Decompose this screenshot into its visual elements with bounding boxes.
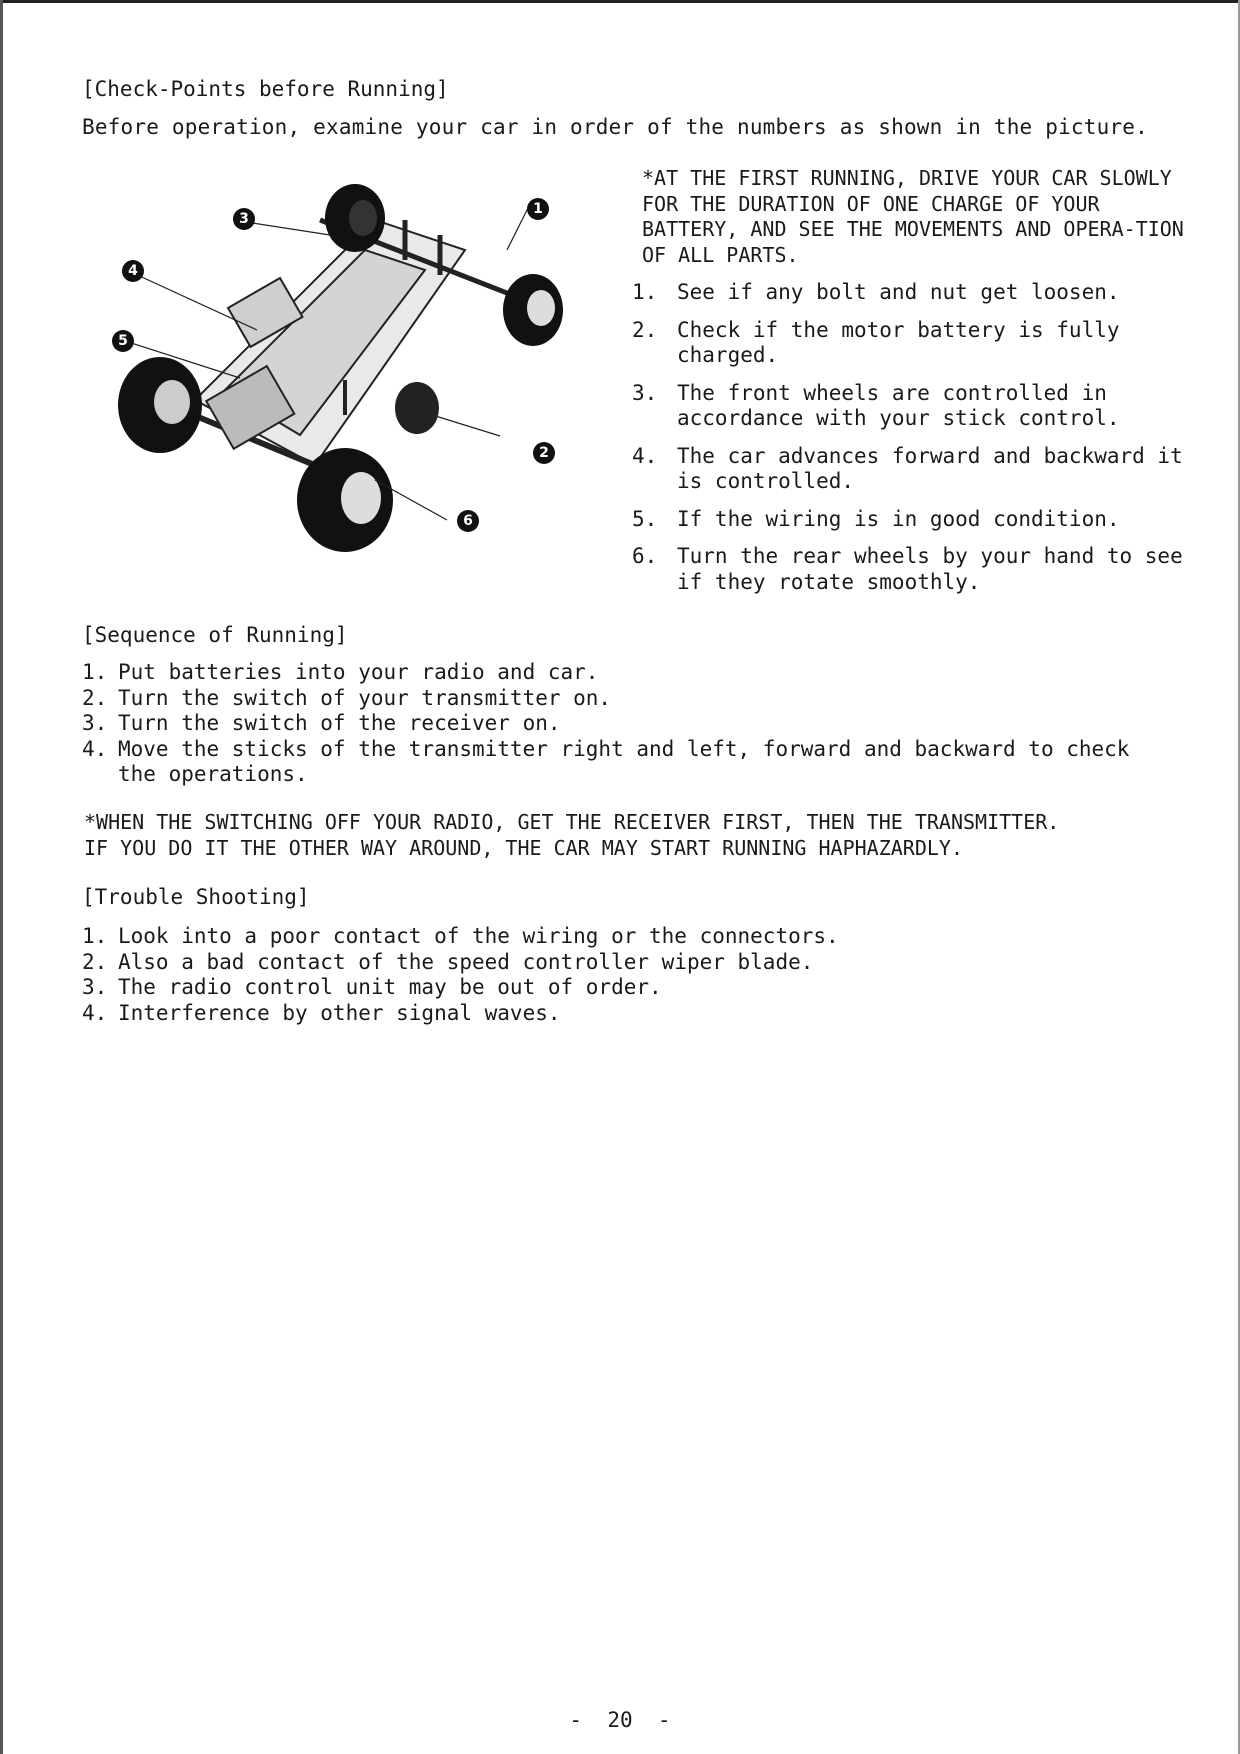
checkpoints-heading: [Check-Points before Running] (82, 77, 449, 101)
list-item: 4. Move the sticks of the transmitter right and left, forward and backward to check the operations. (82, 736, 1130, 786)
list-item: 3. Turn the switch of the receiver on. (82, 711, 561, 735)
list-item: 1. Put batteries into your radio and car. (82, 660, 599, 684)
list-item: 3. The front wheels are controlled in accordance with your stick control. (632, 380, 1120, 430)
list-item: 1. See if any bolt and nut get loosen. (632, 280, 1120, 304)
checkpoint-list (632, 280, 1192, 607)
callout-3: 3 (233, 208, 255, 230)
callout-1: 1 (527, 198, 549, 220)
list-item: 2. Also a bad contact of the speed controller wiper blade. (82, 949, 814, 974)
page-number: - 20 - (569, 1708, 671, 1732)
list-item: 1. Look into a poor contact of the wiring or the connectors. (82, 924, 839, 948)
list-item: 2. Turn the switch of your transmitter on. (82, 685, 612, 710)
list-item: 4. Interference by other signal waves. (82, 1000, 561, 1025)
sequence-list (82, 660, 1129, 788)
car-chassis-figure (105, 180, 585, 560)
callout-6: 6 (457, 510, 479, 532)
spur-gear (395, 382, 439, 434)
list-item: 6. Turn the rear wheels by your hand to see if they rotate smoothly. (632, 544, 1183, 594)
list-item: 3. The radio control unit may be out of order. (82, 975, 662, 999)
trouble-list (82, 924, 839, 1026)
list-item: 2. Check if the motor battery is fully charged. (632, 317, 1120, 367)
sequence-heading: [Sequence of Running] (82, 623, 348, 647)
car-chassis-drawing (105, 180, 585, 560)
callout-4: 4 (122, 260, 144, 282)
list-item: 5. If the wiring is in good condition. (632, 506, 1120, 531)
top-rule (0, 0, 1240, 3)
callout-5: 5 (112, 330, 134, 352)
left-scan-edge (0, 0, 3, 1754)
switch-off-warning: *WHEN THE SWITCHING OFF YOUR RADIO, GET THE RECEIVER FIRST, THEN THE TRANSMITTER. IF YOU DO IT THE OTHER WAY AROUND, THE CAR MAY START RUNNING HAPHAZARDLY. (84, 810, 1060, 860)
first-running-notice: *AT THE FIRST RUNNING, DRIVE YOUR CAR SLOWLY FOR THE DURATION OF ONE CHARGE OF YOUR BATTERY, AND SEE THE MOVEMENTS AND OPERA-TION OF ALL PARTS. (642, 166, 1184, 267)
trouble-heading: [Trouble Shooting] (82, 885, 310, 909)
checkpoints-intro: Before operation, examine your car in order of the numbers as shown in the picture. (82, 115, 1148, 139)
callout-2: 2 (533, 442, 555, 464)
list-item: 4. The car advances forward and backward it is controlled. (632, 443, 1183, 493)
